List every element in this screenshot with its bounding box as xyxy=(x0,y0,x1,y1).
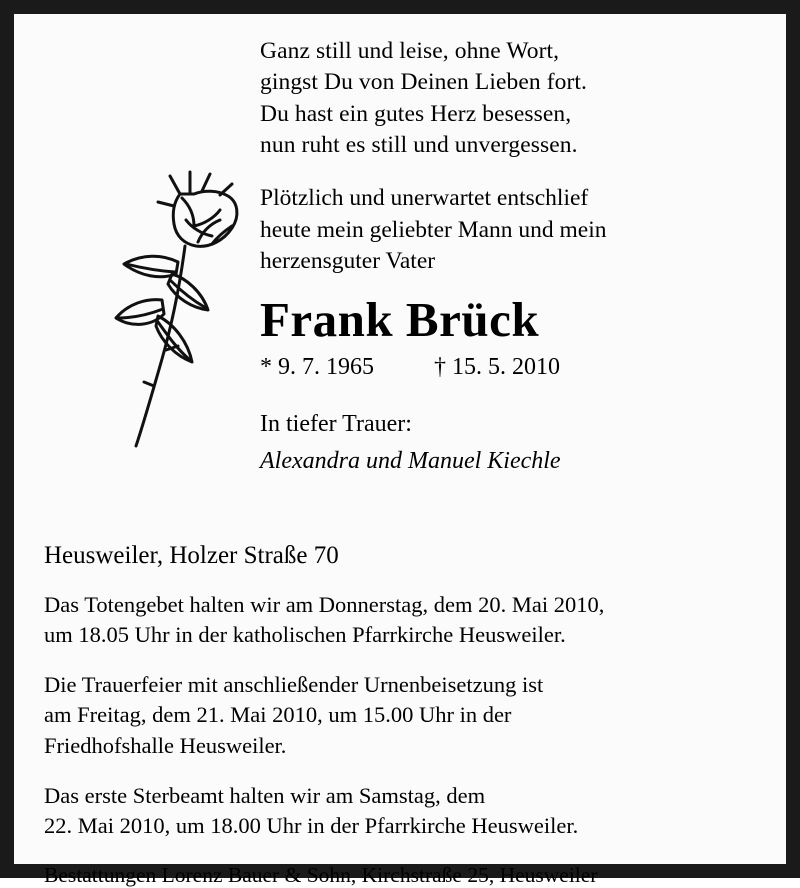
verse-line: Du hast ein gutes Herz besessen, xyxy=(260,100,572,127)
life-dates xyxy=(260,354,756,381)
verse-line: gingst Du von Deinen Lieben fort. xyxy=(260,69,588,96)
verse-line: Ganz still und leise, ohne Wort, xyxy=(260,38,560,64)
mourners-names: Alexandra und Manuel Kiechle xyxy=(260,447,561,474)
paragraph-line: am Freitag, dem 21. Mai 2010, um 15.00 Uhr in der xyxy=(44,702,512,728)
service-paragraph-3 xyxy=(44,781,756,841)
undertaker-line: Bestattungen Lorenz Bauer & Sohn, Kirchstraße 25, Heusweiler xyxy=(44,862,598,887)
intro-line: Plötzlich und unerwartet entschlief xyxy=(260,185,589,211)
paragraph-line: Das Totengebet halten wir am Donnerstag, dem 20. Mai 2010, xyxy=(44,592,605,617)
rose-illustration-icon xyxy=(62,154,252,454)
intro-line: heute mein geliebter Mann und mein xyxy=(260,216,607,243)
paragraph-line: Friedhofshalle Heusweiler. xyxy=(44,732,287,758)
paragraph-line: Die Trauerfeier mit anschließender Urnenbeisetzung ist xyxy=(44,672,544,698)
paragraph-line: 22. Mai 2010, um 18.00 Uhr in der Pfarrkirche Heusweiler. xyxy=(44,812,579,838)
family-address: Heusweiler, Holzer Straße 70 xyxy=(44,542,339,569)
verse-line: nun ruht es still und unvergessen. xyxy=(260,131,578,158)
notice-top-area xyxy=(44,36,756,506)
intro-line: herzensguter Vater xyxy=(260,248,436,275)
paragraph-line: um 18.05 Uhr in der katholischen Pfarrkirche Heusweiler. xyxy=(44,622,566,648)
paragraph-line: Das erste Sterbeamt halten wir am Samstag, dem xyxy=(44,782,486,808)
service-paragraph-1 xyxy=(44,590,756,650)
birth-date: * 9. 7. 1965 xyxy=(260,353,374,380)
service-paragraph-2 xyxy=(44,670,756,760)
deceased-name: Frank Brück xyxy=(260,292,540,348)
death-date: † 15. 5. 2010 xyxy=(434,353,560,380)
verse-block xyxy=(260,36,756,161)
mourning-label: In tiefer Trauer: xyxy=(260,410,412,437)
notice-inner xyxy=(14,14,786,887)
intro-block xyxy=(260,183,756,278)
